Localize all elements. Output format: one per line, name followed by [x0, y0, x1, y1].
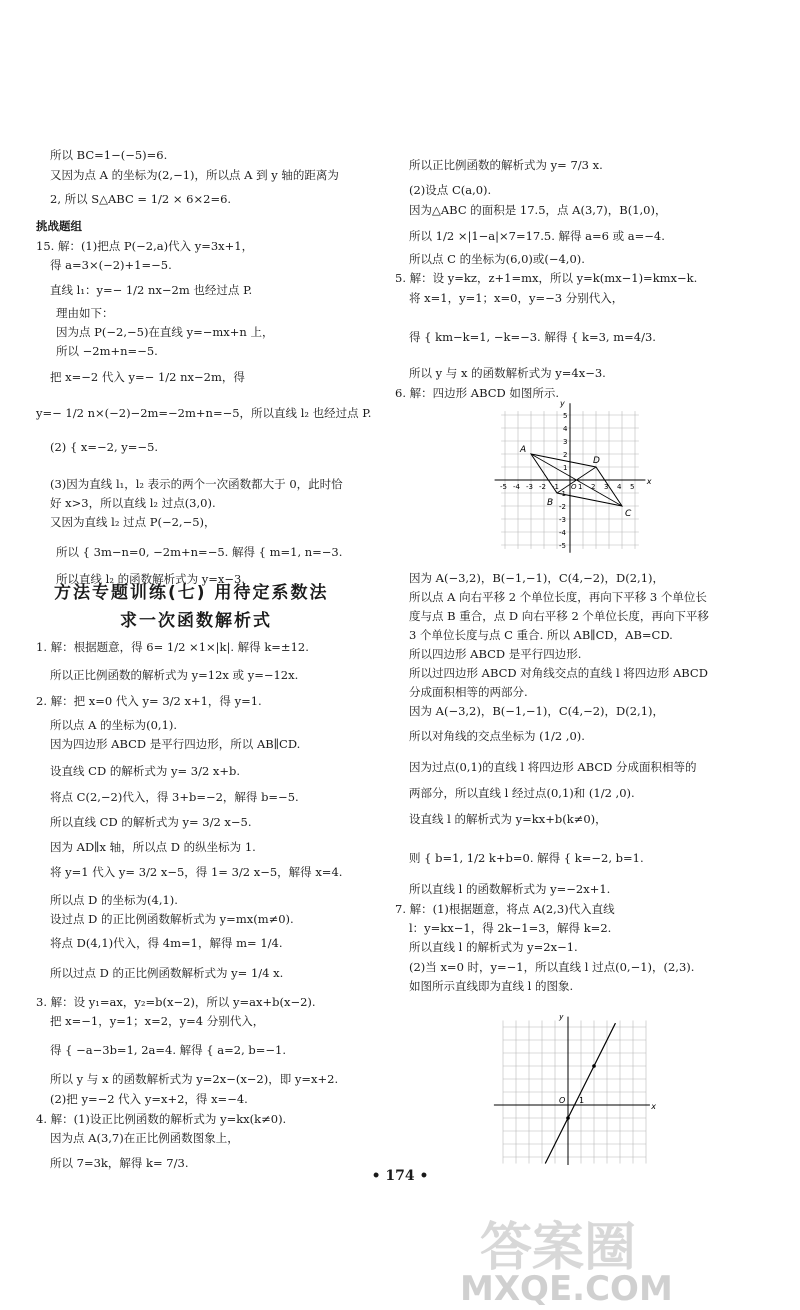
- left-line: 将点 D(4,1)代入，得 4m=1，解得 m= 1/4.: [50, 936, 283, 950]
- left-line: 将 y=1 代入 y= 3/2 x−5，得 1= 3/2 x−5，解得 x=4.: [50, 865, 343, 879]
- right-line: 将 x=1，y=1；x=0，y=−3 分别代入，: [409, 291, 624, 305]
- right-line: 所以对角线的交点坐标为 (1/2 ,0).: [409, 729, 585, 743]
- left-line: 因为 AD∥x 轴，所以点 D 的纵坐标为 1.: [50, 840, 256, 854]
- left-line: 因为四边形 ABCD 是平行四边形，所以 AB∥CD.: [50, 737, 301, 751]
- right-line: 5. 解：设 y=kz，z+1=mx，所以 y=k(mx−1)=kmx−k.: [395, 271, 698, 285]
- vertex-label-a: A: [520, 445, 527, 455]
- left-line: 因为点 A(3,7)在正比例函数图象上，: [50, 1131, 239, 1145]
- x-tick-label: 3: [604, 483, 609, 491]
- left-line: 好 x>3，所以直线 l₂ 过点(3,0).: [50, 496, 216, 510]
- page-number: • 174 •: [371, 1168, 429, 1184]
- origin-label: O: [571, 483, 577, 491]
- x-tick-label: -4: [513, 483, 520, 491]
- x-unit-label: 1: [579, 1096, 585, 1105]
- left-line: 所以 7=3k，解得 k= 7/3.: [50, 1156, 189, 1170]
- line-l: [545, 1023, 615, 1163]
- right-line: 所以 y 与 x 的函数解析式为 y=4x−3.: [409, 366, 606, 380]
- right-line: 因为过点(0,1)的直线 l 将四边形 ABCD 分成面积相等的: [409, 760, 697, 774]
- left-line: (2) { x=−2, y=−5.: [50, 440, 159, 454]
- left-line: 2. 解：把 x=0 代入 y= 3/2 x+1，得 y=1.: [36, 694, 262, 708]
- left-line: 所以正比例函数的解析式为 y=12x 或 y=−12x.: [50, 668, 299, 682]
- right-line: 因为 A(−3,2)，B(−1,−1)，C(4,−2)，D(2,1)，: [409, 571, 665, 585]
- section-subheading: 求一次函数解析式: [120, 611, 272, 631]
- left-line: 所以 y 与 x 的函数解析式为 y=2x−(x−2)，即 y=x+2.: [50, 1072, 339, 1086]
- x-tick-label: -1: [552, 483, 559, 491]
- left-line: 挑战题组: [36, 219, 82, 233]
- left-line: 所以点 D 的坐标为(4,1).: [50, 893, 178, 907]
- left-line: 把 x=−2 代入 y=− 1/2 nx−2m，得: [50, 370, 245, 384]
- x-tick-label: -5: [500, 483, 507, 491]
- right-line: 所以正比例函数的解析式为 y= 7/3 x.: [409, 158, 603, 172]
- left-line: 所以 BC=1−(−5)=6.: [50, 148, 168, 162]
- left-line: 所以点 A 的坐标为(0,1).: [50, 718, 178, 732]
- y-tick-label: -3: [559, 516, 566, 524]
- left-line: 1. 解：根据题意，得 6= 1/2 ×1×|k|. 解得 k=±12.: [36, 640, 309, 654]
- watermark-logo: [420, 1205, 780, 1305]
- left-line: 3. 解：设 y₁=ax，y₂=b(x−2)，所以 y=ax+b(x−2).: [36, 995, 316, 1009]
- right-line: 所以点 A 向右平移 2 个单位长度，再向下平移 3 个单位长: [409, 590, 707, 604]
- x-tick-label: 1: [578, 483, 583, 491]
- right-line: 所以四边形 ABCD 是平行四边形.: [409, 647, 582, 661]
- left-line: 所以过点 D 的正比例函数解析式为 y= 1/4 x.: [50, 966, 284, 980]
- right-line: 7. 解：(1)根据题意，将点 A(2,3)代入直线: [395, 902, 615, 916]
- left-line: 设直线 CD 的解析式为 y= 3/2 x+b.: [50, 764, 241, 778]
- y-axis-label: y: [559, 1015, 564, 1022]
- x-axis-label: x: [651, 1102, 656, 1111]
- right-line: 所以点 C 的坐标为(6,0)或(−4,0).: [409, 252, 585, 266]
- parallelogram-figure: [490, 398, 660, 558]
- left-line: 所以直线 l₂ 的函数解析式为 y=x−3.: [56, 572, 245, 586]
- watermark-big: 答案圈: [480, 1218, 637, 1278]
- y-tick-label: -1: [559, 490, 566, 498]
- x-tick-label: 5: [630, 483, 635, 491]
- right-line: 则 { b=1, 1/2 k+b=0. 解得 { k=−2, b=1.: [409, 851, 644, 865]
- right-line: 分成面积相等的两部分.: [409, 685, 528, 699]
- left-line: 直线 l₁：y=− 1/2 nx−2m 也经过点 P.: [50, 283, 253, 297]
- left-line: 设过点 D 的正比例函数解析式为 y=mx(m≠0).: [50, 912, 294, 926]
- left-line: 所以直线 CD 的解析式为 y= 3/2 x−5.: [50, 815, 252, 829]
- right-line: 度与点 B 重合，点 D 向右平移 2 个单位长度，再向下平移: [409, 609, 709, 623]
- line-point: [592, 1064, 596, 1068]
- left-line: y=− 1/2 n×(−2)−2m=−2m+n=−5，所以直线 l₂ 也经过点 P.: [36, 406, 372, 420]
- line-point: [566, 1116, 570, 1120]
- left-line: (3)因为直线 l₁，l₂ 表示的两个一次函数都大于 0，此时恰: [50, 477, 343, 491]
- left-line: 所以 −2m+n=−5.: [56, 344, 158, 358]
- left-line: 理由如下：: [56, 306, 114, 320]
- right-line: 所以直线 l 的解析式为 y=2x−1.: [409, 940, 578, 954]
- left-line: 又因为点 A 的坐标为(2,−1)，所以点 A 到 y 轴的距离为: [50, 168, 339, 182]
- x-tick-label: 2: [591, 483, 596, 491]
- right-line: 如图所示直线即为直线 l 的图象.: [409, 979, 574, 993]
- left-line: 2, 所以 S△ABC = 1/2 × 6×2=6.: [50, 192, 232, 206]
- right-line: 所以 1/2 ×|1−a|×7=17.5. 解得 a=6 或 a=−4.: [409, 229, 665, 243]
- y-tick-label: 3: [563, 438, 568, 446]
- y-axis-label: y: [560, 398, 565, 408]
- watermark-small: MXQE.COM: [460, 1269, 673, 1305]
- right-line: 3 个单位长度与点 C 重合. 所以 AB∥CD，AB=CD.: [409, 628, 673, 642]
- right-line: 得 { km−k=1, −k=−3. 解得 { k=3, m=4/3.: [409, 330, 656, 344]
- right-line: 所以过四边形 ABCD 对角线交点的直线 l 将四边形 ABCD: [409, 666, 708, 680]
- origin-label: O: [559, 1096, 566, 1105]
- x-tick-label: -3: [526, 483, 533, 491]
- y-tick-label: -4: [559, 529, 566, 537]
- line-graph-figure: [490, 1015, 660, 1165]
- right-line: 两部分，所以直线 l 经过点(0,1)和 (1/2 ,0).: [409, 786, 635, 800]
- x-tick-label: -2: [539, 483, 546, 491]
- vertex-label-d: D: [593, 456, 600, 466]
- left-line: 15. 解：(1)把点 P(−2,a)代入 y=3x+1，: [36, 239, 254, 253]
- left-line: 得 a=3×(−2)+1=−5.: [50, 258, 172, 272]
- left-line: 把 x=−1，y=1；x=2，y=4 分别代入，: [50, 1014, 265, 1028]
- right-line: 设直线 l 的解析式为 y=kx+b(k≠0)，: [409, 812, 607, 826]
- section-heading: 方法专题训练(七) 用待定系数法: [54, 583, 329, 603]
- right-line: l：y=kx−1，得 2k−1=3，解得 k=2.: [409, 921, 612, 935]
- left-line: (2)把 y=−2 代入 y=x+2，得 x=−4.: [50, 1092, 248, 1106]
- vertex-label-b: B: [547, 498, 554, 508]
- right-line: 因为△ABC 的面积是 17.5，点 A(3,7)，B(1,0)，: [409, 203, 667, 217]
- y-tick-label: -5: [559, 542, 566, 550]
- right-line: (2)当 x=0 时，y=−1，所以直线 l 过点(0,−1)，(2,3).: [409, 960, 695, 974]
- x-tick-label: 4: [617, 483, 622, 491]
- y-tick-label: 2: [563, 451, 568, 459]
- right-line: 6. 解：四边形 ABCD 如图所示.: [395, 386, 560, 400]
- left-line: 将点 C(2,−2)代入，得 3+b=−2，解得 b=−5.: [50, 790, 299, 804]
- x-axis-label: x: [646, 477, 652, 486]
- left-line: 4. 解：(1)设正比例函数的解析式为 y=kx(k≠0).: [36, 1112, 287, 1126]
- y-tick-label: -2: [559, 503, 566, 511]
- left-line: 又因为直线 l₂ 过点 P(−2,−5)，: [50, 515, 216, 529]
- right-line: (2)设点 C(a,0).: [409, 183, 492, 197]
- left-line: 因为点 P(−2,−5)在直线 y=−mx+n 上，: [56, 325, 274, 339]
- right-line: 所以直线 l 的函数解析式为 y=−2x+1.: [409, 882, 611, 896]
- right-line: 因为 A(−3,2)，B(−1,−1)，C(4,−2)，D(2,1)，: [409, 704, 665, 718]
- left-line: 所以 { 3m−n=0, −2m+n=−5. 解得 { m=1, n=−3.: [56, 545, 343, 559]
- left-line: 得 { −a−3b=1, 2a=4. 解得 { a=2, b=−1.: [50, 1043, 286, 1057]
- y-tick-label: 4: [563, 425, 568, 433]
- y-tick-label: 5: [563, 412, 568, 420]
- vertex-label-c: C: [625, 509, 632, 519]
- y-tick-label: 1: [563, 464, 568, 472]
